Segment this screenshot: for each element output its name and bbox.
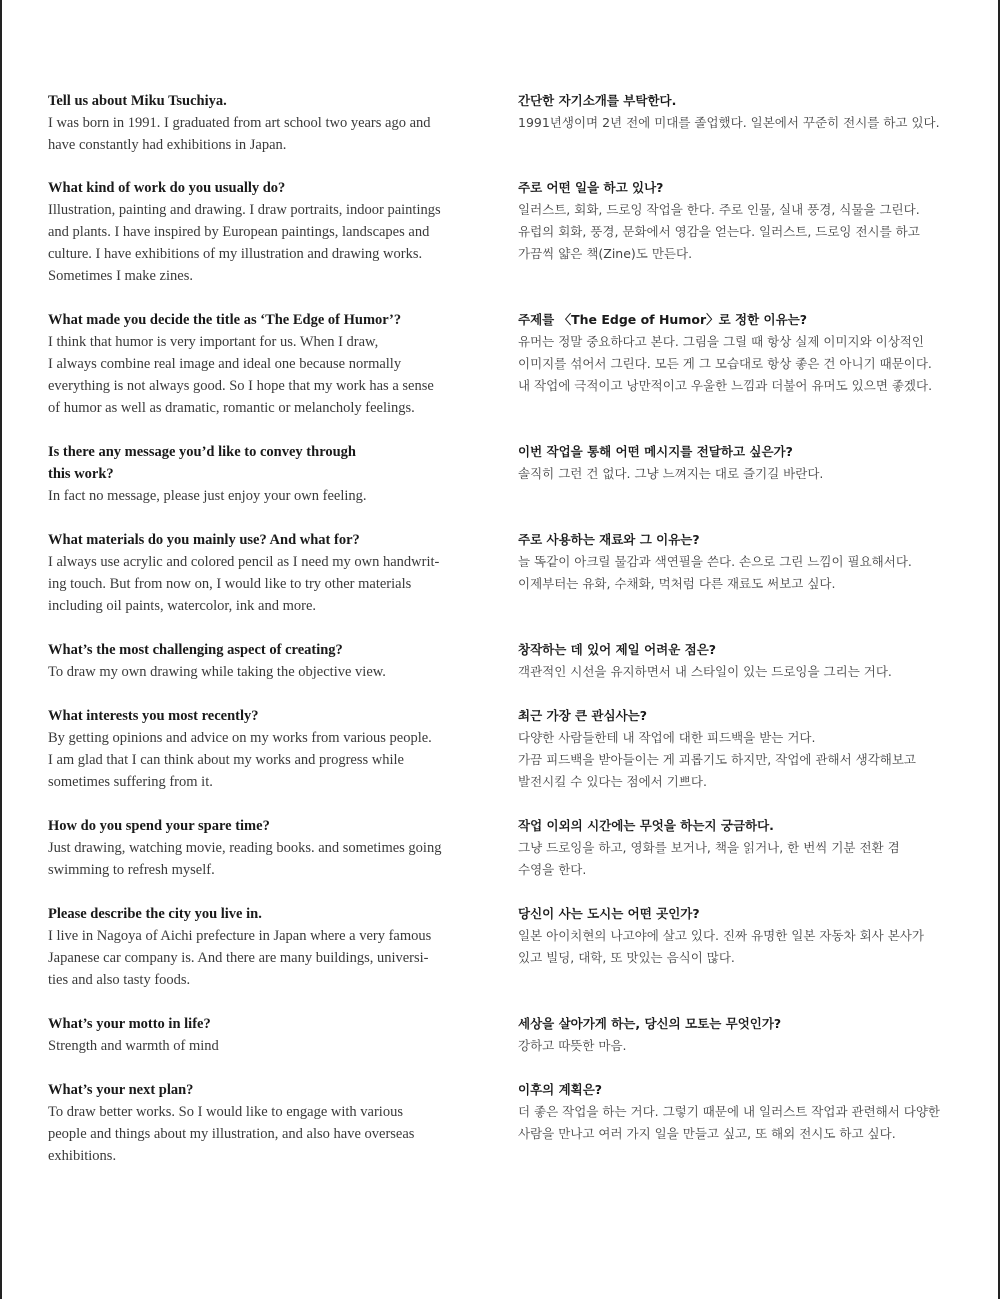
qa-en-3 [48,309,488,419]
answer-en: I think that humor is very important for us. When I draw, I always combine real image and ideal one because normally everything is not always good. So I hope that my work has a sense of humor as well as dramatic, romantic or melancholy feelings. [48,334,434,416]
answer-ko: 솔직히 그런 건 없다. 그냥 느껴지는 대로 즐기길 바란다. [518,466,824,481]
answer-ko: 다양한 사람들한테 내 작업에 대한 피드백을 받는 거다. 가끔 피드백을 받아들이는 게 괴롭기도 하지만, 작업에 관해서 생각해보고 발전시킬 수 있다는 점에서 기쁘다. [518,730,917,789]
question-en: What’s your next plan? [48,1082,194,1098]
qa-ko-10 [518,1013,958,1057]
question-en: Please describe the city you live in. [48,906,262,922]
qa-ko-5 [518,529,958,595]
answer-en: Just drawing, watching movie, reading books. and sometimes going swimming to refresh myself. [48,840,442,878]
answer-ko: 일러스트, 회화, 드로잉 작업을 한다. 주로 인물, 실내 풍경, 식물을 그린다. 유럽의 회화, 풍경, 문화에서 영감을 얻는다. 일러스트, 드로잉 전시를 하고 가끔씩 얇은 책(Zine)도 만든다. [518,202,920,261]
qa-ko-4 [518,441,958,485]
answer-ko: 더 좋은 작업을 하는 거다. 그렇기 때문에 내 일러스트 작업과 관련해서 다양한 사람을 만나고 여러 가지 일을 만들고 싶고, 또 해외 전시도 하고 싶다. [518,1104,941,1141]
question-ko: 당신이 사는 도시는 어떤 곳인가? [518,906,700,921]
answer-en: I live in Nagoya of Aichi prefecture in Japan where a very famous Japanese car company is. And there are many buildings, universi- ties and also tasty foods. [48,928,432,988]
qa-en-5 [48,529,488,617]
answer-en: In fact no message, please just enjoy your own feeling. [48,488,367,504]
question-en: What materials do you mainly use? And what for? [48,532,360,548]
question-ko: 주로 사용하는 재료와 그 이유는? [518,532,700,547]
answer-ko: 일본 아이치현의 나고야에 살고 있다. 진짜 유명한 일본 자동차 회사 본사가 있고 빌딩, 대학, 또 맛있는 음식이 많다. [518,928,924,965]
question-en: What kind of work do you usually do? [48,180,286,196]
qa-en-7 [48,705,488,793]
question-ko: 작업 이외의 시간에는 무엇을 하는지 궁금하다. [518,818,774,833]
qa-en-11 [48,1079,488,1167]
question-en: Tell us about Miku Tsuchiya. [48,93,227,109]
qa-en-1 [48,90,488,156]
answer-en: Strength and warmth of mind [48,1038,219,1054]
question-ko: 간단한 자기소개를 부탁한다. [518,93,677,108]
qa-ko-6 [518,639,958,683]
answer-en: Illustration, painting and drawing. I draw portraits, indoor paintings and plants. I have inspired by European paintings, landscapes and culture. I have exhibitions of my illustration and drawing works. Sometimes I make zines. [48,202,441,284]
answer-ko: 늘 똑같이 아크릴 물감과 색연필을 쓴다. 손으로 그린 느낌이 필요해서다. 이제부터는 유화, 수채화, 먹처럼 다른 재료도 써보고 싶다. [518,554,912,591]
qa-ko-8 [518,815,958,881]
qa-ko-7 [518,705,958,793]
qa-ko-11 [518,1079,958,1145]
answer-ko: 유머는 정말 중요하다고 본다. 그림을 그릴 때 항상 실제 이미지와 이상적인 이미지를 섞어서 그린다. 모든 게 그 모습대로 항상 좋은 건 아니기 때문이다. 내 작업에 극적이고 낭만적이고 우울한 느낌과 더불어 유머도 있으면 좋겠다. [518,334,933,393]
answer-ko: 그냥 드로잉을 하고, 영화를 보거나, 책을 읽거나, 한 번씩 기분 전환 겸 수영을 한다. [518,840,900,877]
question-en: What’s your motto in life? [48,1016,211,1032]
question-ko: 주로 어떤 일을 하고 있나? [518,180,664,195]
question-ko: 창작하는 데 있어 제일 어려운 점은? [518,642,717,657]
qa-ko-1 [518,90,958,134]
question-en: Is there any message you’d like to convey through this work? [48,444,356,482]
answer-en: To draw my own drawing while taking the objective view. [48,664,386,680]
question-ko: 이번 작업을 통해 어떤 메시지를 전달하고 싶은가? [518,444,793,459]
answer-en: By getting opinions and advice on my works from various people. I am glad that I can think about my works and progress while sometimes suffering from it. [48,730,432,790]
question-ko: 주제를 〈The Edge of Humor〉로 정한 이유는? [518,312,808,327]
answer-ko: 1991년생이며 2년 전에 미대를 졸업했다. 일본에서 꾸준히 전시를 하고 있다. [518,115,940,130]
qa-en-6 [48,639,488,683]
question-ko: 이후의 계획은? [518,1082,603,1097]
qa-en-4 [48,441,488,507]
answer-en: I was born in 1991. I graduated from art school two years ago and have constantly had exhibitions in Japan. [48,115,431,153]
answer-ko: 객관적인 시선을 유지하면서 내 스타일이 있는 드로잉을 그리는 거다. [518,664,892,679]
qa-en-8 [48,815,488,881]
question-en: What made you decide the title as ‘The Edge of Humor’? [48,312,402,328]
qa-ko-2 [518,177,958,265]
qa-en-10 [48,1013,488,1057]
qa-en-2 [48,177,488,287]
question-ko: 세상을 살아가게 하는, 당신의 모토는 무엇인가? [518,1016,782,1031]
qa-ko-9 [518,903,958,969]
question-en: How do you spend your spare time? [48,818,270,834]
answer-ko: 강하고 따뜻한 마음. [518,1038,627,1053]
answer-en: To draw better works. So I would like to engage with various people and things about my illustration, and also have overseas exhibitions. [48,1104,415,1164]
answer-en: I always use acrylic and colored pencil as I need my own handwrit- ing touch. But from now on, I would like to try other materials including oil paints, watercolor, ink and more. [48,554,440,614]
qa-en-9 [48,903,488,991]
question-en: What’s the most challenging aspect of creating? [48,642,343,658]
qa-ko-3 [518,309,958,397]
question-en: What interests you most recently? [48,708,259,724]
question-ko: 최근 가장 큰 관심사는? [518,708,647,723]
